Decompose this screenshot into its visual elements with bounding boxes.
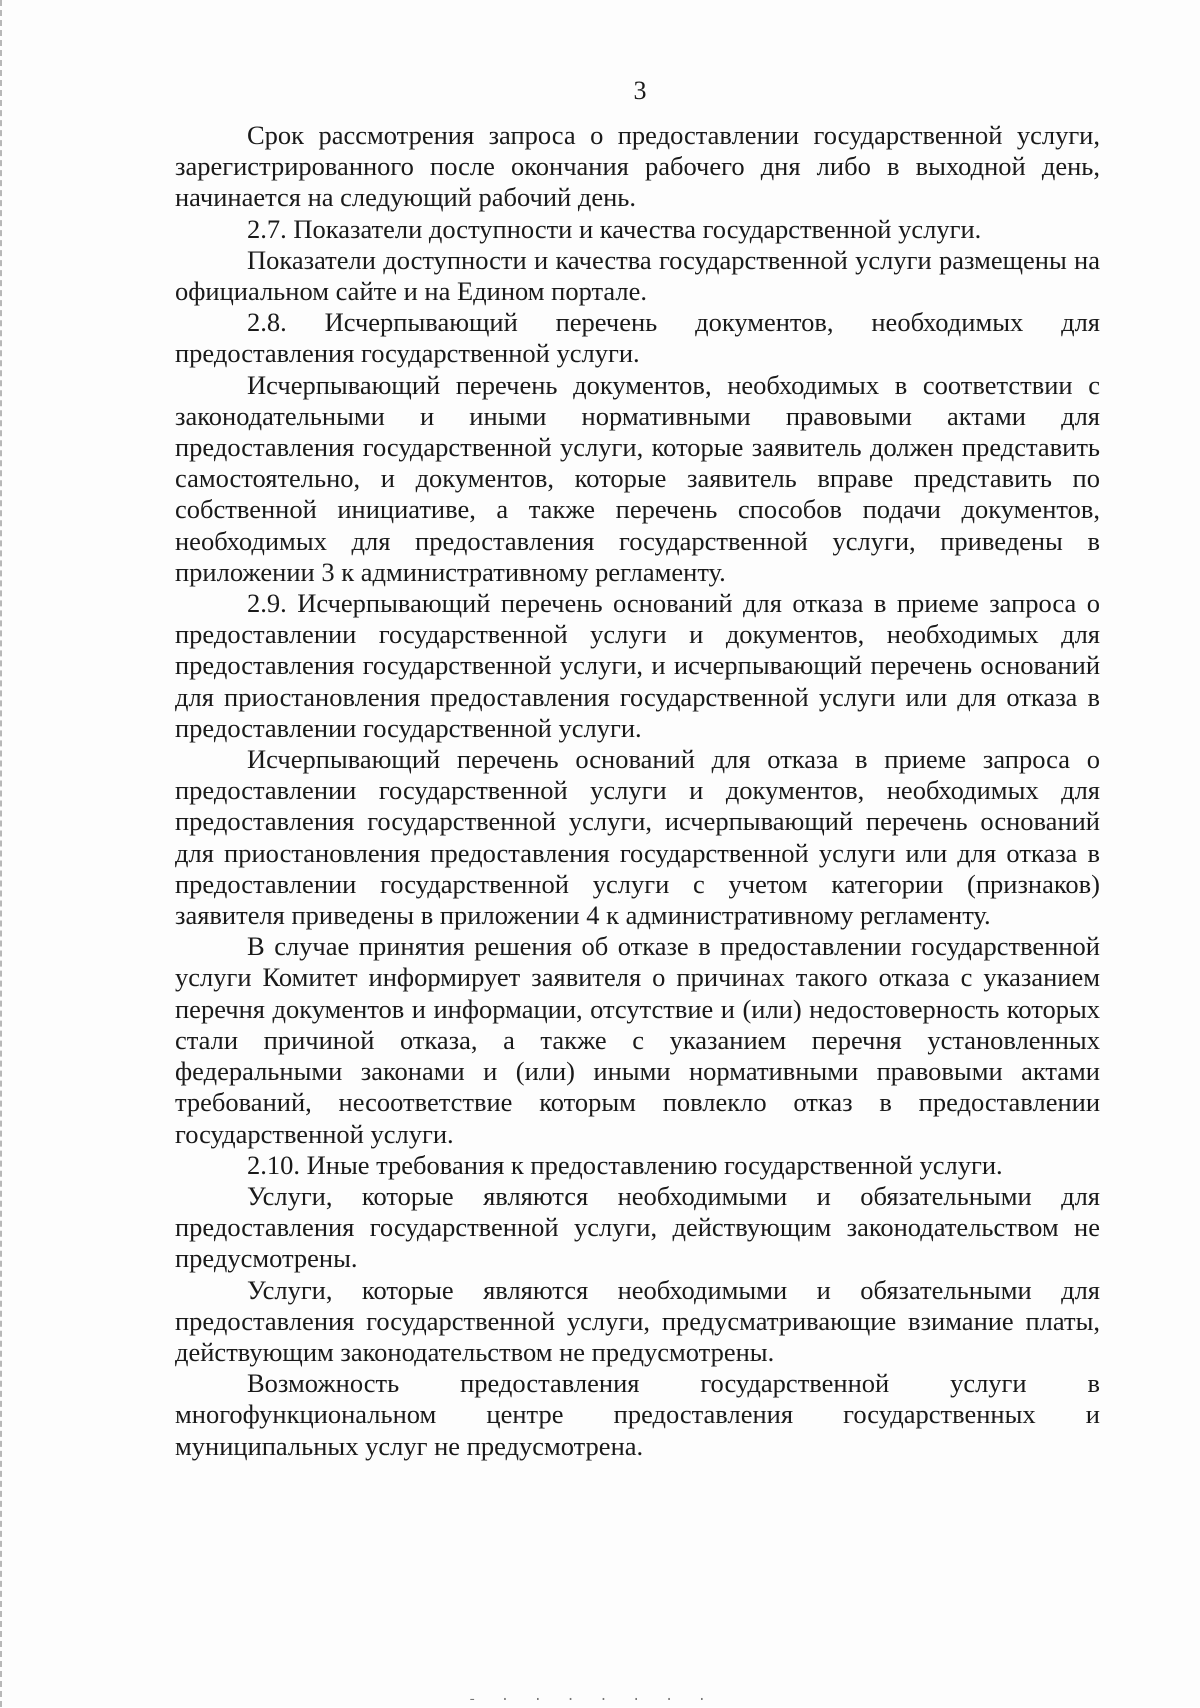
paragraph-refusal-grounds: Исчерпывающий перечень оснований для отказа в приеме запроса о предоставлении государственной услуги и документов, необходимых для предоставления государственной услуги, исчерпывающий перечень оснований для приостановления предоставления государственной услуги или для отказа в предоставлении государственной услуги с учетом категории (признаков) заявителя приведены в приложении 4 к административному регламенту. (175, 744, 1100, 931)
paragraph-refusal-notification: В случае принятия решения об отказе в предоставлении государственной услуги Комитет информирует заявителя о причинах такого отказа с указанием перечня документов и информации, отсутствие и (или) недостоверность которых стали причиной отказа, а также с указанием перечня установленных федеральными законами и (или) иными нормативными правовыми актами требований, несоответствие которым повлекло отказ в предоставлении государственной услуги. (175, 931, 1100, 1149)
paragraph-documents-list: Исчерпывающий перечень документов, необходимых в соответствии с законодательными и иными нормативными правовыми актами для предоставления государственной услуги, которые заявитель должен представить самостоятельно, и документов, которые заявитель вправе представить по собственной инициативе, а также перечень способов подачи документов, необходимых для предоставления государственной услуги, приведены в приложении 3 к административному регламенту. (175, 369, 1100, 587)
paragraph-section-2-10-heading: 2.10. Иные требования к предоставлению государственной услуги. (247, 1149, 1003, 1180)
page-number: 3 (633, 76, 647, 105)
paragraph-review-deadline: Срок рассмотрения запроса о предоставлении государственной услуги, зарегистрированного после окончания рабочего дня либо в выходной день, начинается на следующий рабочий день. (175, 120, 1100, 213)
scan-left-edge (0, 0, 5, 1707)
paragraph-mandatory-services: Услуги, которые являются необходимыми и обязательными для предоставления государственной услуги, действующим законодательством не предусмотрены. (175, 1180, 1100, 1274)
paragraph-accessibility-indicators: Показатели доступности и качества государственной услуги размещены на официальном сайте и на Едином портале. (175, 244, 1100, 307)
paragraph-paid-services: Услуги, которые являются необходимыми и обязательными для предоставления государственной услуги, предусматривающие взимание платы, действующим законодательством не предусмотрены. (175, 1274, 1100, 1367)
paragraph-section-2-9-heading: 2.9. Исчерпывающий перечень оснований для отказа в приеме запроса о предоставлении государственной услуги и документов, необходимых для предоставления государственной услуги, и исчерпывающий перечень оснований для приостановления предоставления государственной услуги или для отказа в предоставлении государственной услуги. (175, 588, 1100, 743)
paragraph-section-2-8-heading: 2.8. Исчерпывающий перечень документов, необходимых для предоставления государственной услуги. (175, 307, 1100, 369)
paragraph-mfc-availability: Возможность предоставления государственной услуги в многофункциональном центре предоставления государственных и муниципальных услуг не предусмотрена. (175, 1368, 1100, 1461)
scan-bottom-marks: - · · · · · · · (468, 1692, 715, 1708)
document-body (175, 120, 1100, 1462)
paragraph-section-2-7-heading: 2.7. Показатели доступности и качества государственной услуги. (247, 213, 982, 244)
